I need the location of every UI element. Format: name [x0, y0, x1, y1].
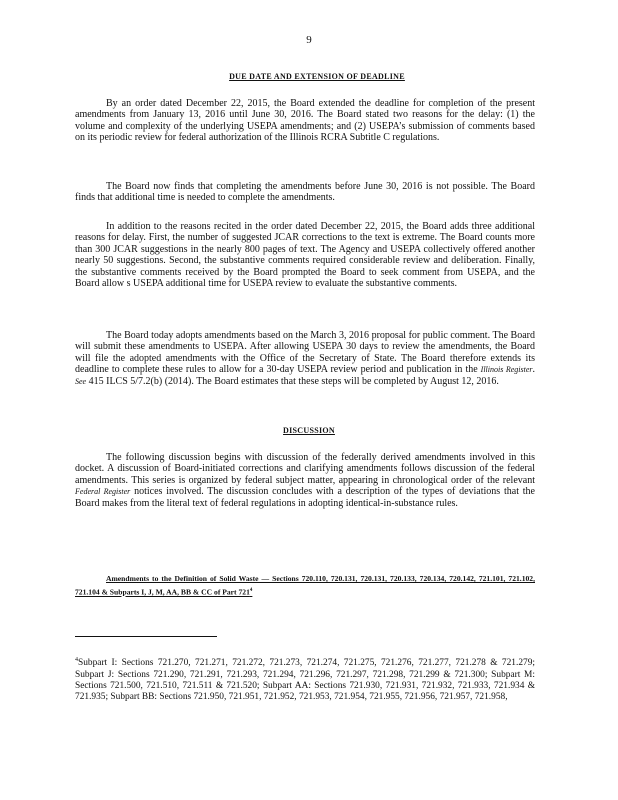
see-signal: See [75, 376, 87, 386]
footnote-number: 4 [75, 657, 78, 663]
discussion-heading: DISCUSSION [283, 426, 335, 435]
p5-text-start: The following discussion begins with discussion of the federally derived amendments involved in this docket. A discussion of Board-initiated corrections and clarifying amendments follows discussion of the federal amendments. This series is organized by federal subject matter, appearing in chronological order of the relevant [75, 452, 535, 486]
due-date-heading: DUE DATE AND EXTENSION OF DEADLINE [229, 72, 405, 81]
section-heading-solid-waste [75, 573, 535, 599]
paragraph-board-finds: The Board now finds that completing the amendments before June 30, 2016 is not possible. The Board finds that additional time is needed to complete the amendments. [75, 181, 535, 204]
footnote-divider [75, 636, 217, 637]
paragraph-order-extension: By an order dated December 22, 2015, the Board extended the deadline for completion of the present amendments from January 13, 2016 until June 30, 2016. The Board stated two reasons for the delay: (1) the volume and complexity of the underlying USEPA amendments; and (2) USEPA’s submission of comments based on its periodic review for federal authorization of the Illinois RCRA Subtitle C regulations. [75, 98, 535, 144]
footnote-4 [75, 655, 535, 704]
federal-register-citation: Federal Register [75, 487, 131, 497]
page-number: 9 [306, 34, 312, 46]
p5-text-end: notices involved. The discussion concludes with a description of the types of deviations that the Board makes from the literal text of federal regulations in adopting identical-in-substance rules. [75, 486, 535, 509]
paragraph-additional-reasons: In addition to the reasons recited in the order dated December 22, 2015, the Board adds three additional reasons for delay. First, the number of suggested JCAR corrections to the text is extreme. The Board counts more than 300 JCAR suggestions in the nearly 800 pages of text. The Agency and USEPA collectively offered another nearly 50 suggestions. Second, the substantive comments required considerable review and deliberation. Finally, the substantive comments received by the Board prompted the Board to seek comment from USEPA, and the Board allow s USEPA additional time for USEPA review to evaluate the substantive comments. [75, 221, 535, 290]
section-heading-text: Amendments to the Definition of Solid Waste — Sections 720.110, 720.131, 720.131, 720.133, 720.134, 720.142, 721.101, 721.102, 721.104 & Subparts I, J, M, AA, BB & CC of Part 721 [75, 574, 535, 597]
footnote-text: Subpart I: Sections 721.270, 721.271, 721.272, 721.273, 721.274, 721.275, 721.276, 721.277, 721.278 & 721.279; Subpart J: Sections 721.290, 721.291, 721.293, 721.294, 721.296, 721.297, 721.298, 721.299 & 721.300; Subpart M: Sections 721.500, 721.510, 721.511 & 721.520; Subpart AA: Sections 721.930, 721.931, 721.932, 721.933, 721.934 & 721.935; Subpart BB: Sections 721.950, 721.951, 721.952, 721.953, 721.954, 721.955, 721.956, 721.957, 721.958, [75, 658, 535, 703]
p4-text-middle: . [532, 364, 536, 376]
footnote-reference[interactable]: 4 [249, 588, 253, 593]
illinois-register-citation: Illinois Register [480, 365, 533, 375]
p4-text-start: The Board today adopts amendments based on the March 3, 2016 proposal for public comment. The Board will submit these amendments to USEPA. After allowing USEPA 30 days to review the amendments, the Board will file the adopted amendments with the Office of the Secretary of State. The Board therefore extends its deadline to complete these rules to allow for a 30-day USEPA review period and publication in the [75, 330, 535, 376]
paragraph-discussion-intro [75, 452, 535, 509]
p4-text-end: 415 ILCS 5/7.2(b) (2014). The Board estimates that these steps will be completed by August 12, 2016. [86, 375, 499, 387]
paragraph-adopts-amendments [75, 330, 535, 387]
